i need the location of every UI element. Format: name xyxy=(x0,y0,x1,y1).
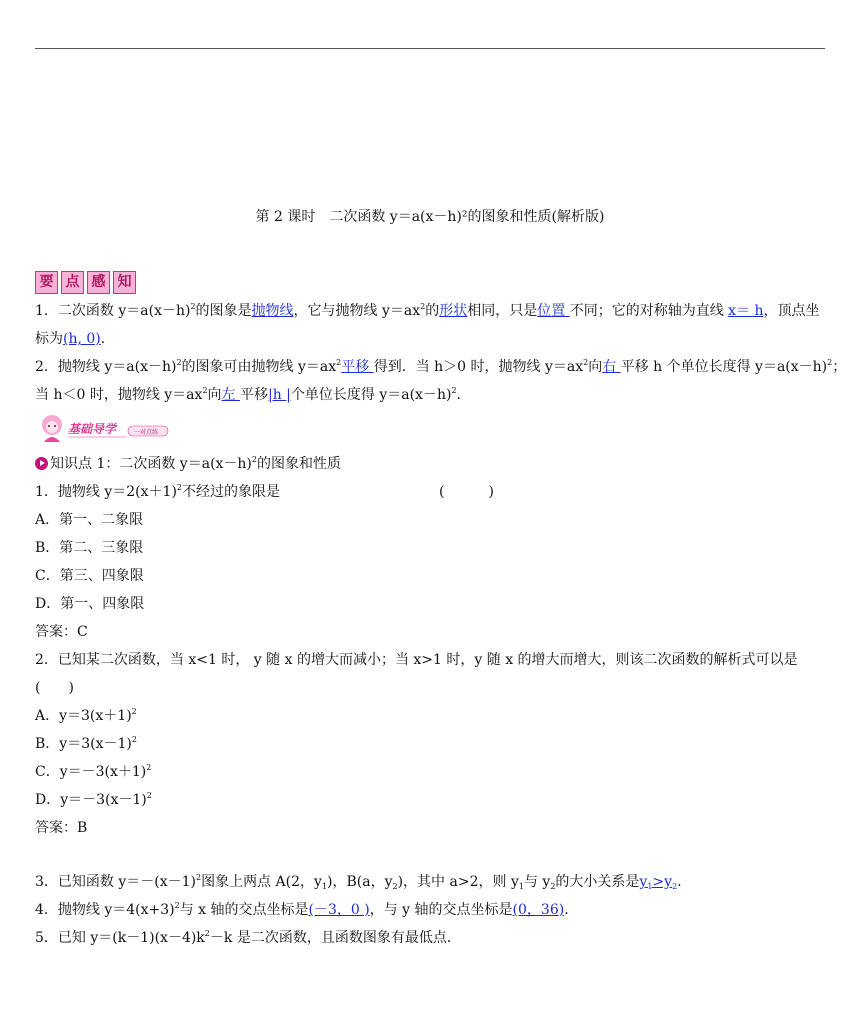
blank-answer: $y_1>y_2$ xyxy=(639,874,678,891)
page-title: 第 2 课时 二次函数 y＝a(x－h)²的图象和性质(解析版) xyxy=(255,209,605,225)
blank-answer: (－3，0 ) xyxy=(308,902,370,918)
badge-char: 感 xyxy=(87,271,110,294)
point-1-line-2: 标为(h, 0). xyxy=(35,331,106,347)
point-2-line-1: 2．抛物线 $y=a(x-h)^2$的图象可由抛物线 $y=ax^2$平移 得到．当 h＞0 时，抛物线 $y=ax^2$向右 平移 h 个单位长度得 $y=a(x-h)^2$； xyxy=(35,358,847,375)
question-3: 3．已知函数 $y=-(x-1)^2$图象上两点 A(2，$y_1$)，B(a，$y_2$)，其中 a>2，则 $y_1$与 $y_2$的大小关系是$y_1>y_2$. xyxy=(35,873,682,891)
question-1-option: C．第三、四象限 xyxy=(35,568,144,584)
blank-answer: x＝ h xyxy=(728,303,764,319)
section-banner-icon xyxy=(38,412,178,446)
play-icon xyxy=(35,457,48,470)
blank-answer: (0，36) xyxy=(512,902,565,918)
header-rule xyxy=(35,48,825,49)
question-1-option: A．第一、二象限 xyxy=(35,512,144,528)
badge-char: 知 xyxy=(113,271,136,294)
question-1-option: B．第二、三象限 xyxy=(35,540,144,556)
question-2-option: A．$y=3(x+1)^2$ xyxy=(35,707,137,724)
banner-text: 基础导学 xyxy=(68,422,117,436)
question-5: 5．已知 $y=(k-1)(x-4)k^2-k$ 是二次函数，且函数图象有最低点． xyxy=(35,929,461,946)
blank-answer: 右 xyxy=(602,359,621,375)
question-2-stem: 2．已知某二次函数，当 x<1 时， y 随 x 的增大而减小；当 x>1 时，y 随 x 的增大而增大，则该二次函数的解析式可以是 xyxy=(35,652,798,668)
question-1-answer: 答案：C xyxy=(35,624,88,640)
blank-answer: 平移 xyxy=(341,359,374,375)
key-points-badge xyxy=(35,271,136,294)
question-2-answer: 答案：B xyxy=(35,820,88,836)
blank-answer: 左 xyxy=(221,387,240,403)
question-4: 4．抛物线 $y=4(x+3)^2$与 x 轴的交点坐标是(－3，0 )，与 y 轴的交点坐标是(0，36). xyxy=(35,901,569,918)
banner-subtext: 一对点练 xyxy=(134,429,159,436)
point-2-line-2: 当 h＜0 时，抛物线 $y=ax^2$向左 平移|h |个单位长度得 $y=a(x-h)^2$. xyxy=(35,386,461,403)
question-2-paren: ( ) xyxy=(35,680,74,696)
blank-answer: (h, 0) xyxy=(63,331,101,347)
question-2-option: C．$y=-3(x+1)^2$ xyxy=(35,763,152,780)
blank-answer: 形状 xyxy=(439,303,468,319)
badge-char: 点 xyxy=(61,271,84,294)
badge-char: 要 xyxy=(35,271,58,294)
question-2-option: D．$y=-3(x-1)^2$ xyxy=(35,791,152,808)
blank-answer: |h | xyxy=(267,387,291,403)
point-1-line-1: 1．二次函数 $y=a(x-h)^2$的图象是抛物线，它与抛物线 $y=ax^2$的形状相同，只是位置 不同；它的对称轴为直线 x＝ h，顶点坐 xyxy=(35,302,820,319)
blank-answer: 抛物线 xyxy=(251,303,294,319)
question-1-option: D．第一、四象限 xyxy=(35,596,145,612)
question-1-stem: 1．抛物线 $y=2(x+1)^2$不经过的象限是 ( ) xyxy=(35,483,494,500)
question-2-option: B．$y=3(x-1)^2$ xyxy=(35,735,137,752)
knowledge-point-1: 知识点 1：二次函数 $y=a(x-h)^2$的图象和性质 xyxy=(35,455,825,473)
blank-answer: 位置 xyxy=(537,303,570,319)
